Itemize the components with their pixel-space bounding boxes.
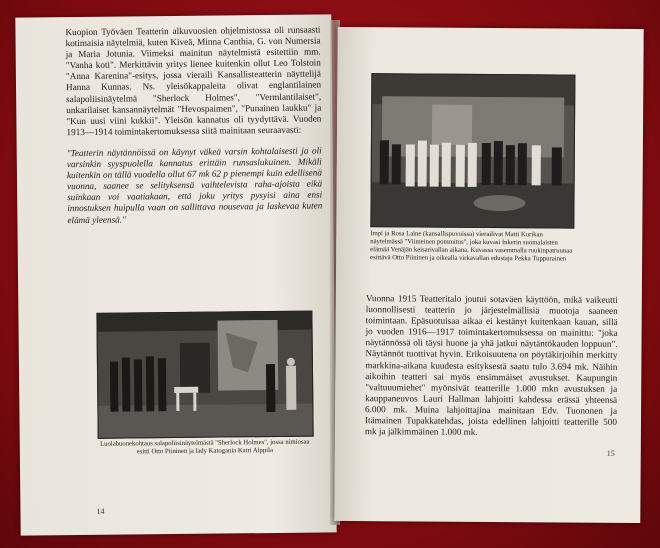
left-page-body [65,24,322,225]
right-paragraph-1: Vuonna 1915 Teatteritalo joutui sotaväen käyttöön, mikä vaikeutti luonnollisesti teatterin jo järjestelmällisiä muotoja saaneen toimintaan. Epäsuotuisaa aikaa ei kestänyt kuitenkaan kauan, sillä jo vuoden 1916—1917 toimintakertomuksessa on mainittu: "joka näytännössä oli täysi huone ja yhä jatkui näytäntökauden loppuun". Näytännöt tuottivat hyvin. Erikoisuutena on pöytäkirjoihin merkitty markkina-aikana kuudesta esityksestä saatu tulo 3.694 mk. Näihin aikoihin teatteri sai myös ensimmäiset avustukset. Kaupungin "valtuuumiehet" myönsivät teatterille 1.000 mkn avustuksen ja kauppaneuvos Lauri Hallman lahjoitti kahdessa erässä yhteensä 6.000 mk. Muina lahjoittajina mainitaan Edv. Tuononen ja Itämainen Tupakkatehdas, joista edellinen lahjoitti teatterille 500 mk ja jälkimmäinen 1.000 mk. [364,293,618,438]
stage-scene-illustration [97,312,312,438]
left-page-number: 14 [96,506,105,516]
right-page-number: 15 [606,448,615,458]
theatre-troupe-photo [370,73,575,228]
sherlock-holmes-photo [96,311,313,439]
troupe-stage-illustration [371,74,574,227]
left-photo-caption: Luolabuonekohtaus salapoliisinäytelmästä "Sherlock Holmes", jossa nimiosaa esitti Otto Piininen ja lady Katogania Katri Alppila [100,438,310,456]
left-page [15,14,336,535]
right-page-body [365,293,618,439]
left-paragraph-1: Kuopion Työväen Teatterin alkuvuosien ohjelmistossa oli runsaasti kotimaisia näytelmiä, kuten Kiveä, Minna Canthia, G. von Numersia ja Maria Jotunia. Viimeksi mainitun näytelmistä esitettiin mm. "Vanha koti". Merkittävin yritys lienee kuitenkin ollut Leo Tolstoin "Anna Karenina"-esitys, jossa vieraili Kansallisteatterin näyttelijä Hanna Kunnas. Ns. yleisökappaleita olivat englantilainen salapoliisinäytelmä "Sherlock Holmes", "Vermlantilaiset", unkarilaiset kansannäytelmät "Hevospaimen", "Punainen laukku" ja "Kun uusi viini kukkii". Yleisön kannatus oli tyydyttävä. Vuoden 1913—1914 toimintakertomuksessa siitä mainitaan seuraavasti: [65,24,322,137]
right-photo-caption: Impi ja Rosa Laine (kansallispuvuissa) vierailivat Matti Kurikan näytelmässä "Viimeinen pommitus", joka kuvasi Inkerin suomalaisten elämää Venäjän keisarivallan aikana. Kuvassa vasemmalla ruukinpatruunaa esittävä Otto Piininen ja oikealla virkavallan edustaja Pekka Tuppurainen [370,230,573,263]
left-quote: "Teatterin näytännöissä on käynyt väkeä varsin kohtalaisesti ja oli varsinkin syyspuolella kannatus erittäin runsaslukuinen. Mikäli kuitenkin on tällä vuodella ollut 67 mk 62 p pienempi kuin edellisenä vuonna, saanee se selityksensä vaihtelevista raha-ajoista eikä suinkaan voi vaatiakaan, että joku yritys pysyisi aina ensi innostuksen huipulla vaan on sallittava nousevaa ja laskevaa kuten elämä yleensä." [66,145,323,225]
right-page [334,27,643,523]
